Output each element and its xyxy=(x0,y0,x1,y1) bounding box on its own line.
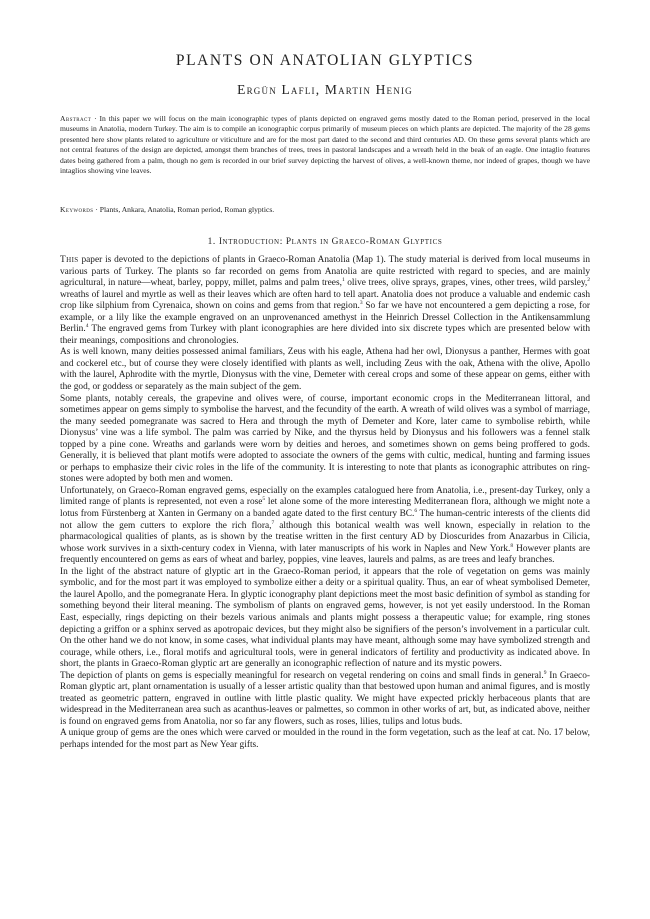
paragraph-6 xyxy=(60,671,590,729)
keywords-separator: · xyxy=(95,205,98,214)
paragraph-text: The engraved gems from Turkey with plant iconographies are here divided into six discrete types which are presented below with their meanings, compositions and chronologies. xyxy=(60,324,590,346)
paragraph-text: wreaths of laurel and myrtle as well as their leaves which are often hard to tell apart. Anatolia does not produce a valuable and endemic cash crop like silphium from Cyrenaica, shown on coins and gems from that region. xyxy=(60,289,590,312)
paragraph-text: paper is devoted to the depictions of plants in Graeco-Roman Anatolia (Map 1). The study material is derived from local museums in various parts of Turkey. The plants so far recorded on gems from Anatolia are quite restricted with regard to species, and are mainly agricultural, in nature—wheat, barley, poppy, millet, palms and palm trees, xyxy=(60,255,590,289)
keywords xyxy=(60,205,590,215)
footnote-ref[interactable]: 2 xyxy=(587,276,591,283)
paragraph-4 xyxy=(60,486,590,567)
paragraph-1 xyxy=(60,255,590,347)
paragraph-2: As is well known, many deities possessed animal familiars, Zeus with his eagle, Athena had her owl, Dionysus a panther, Hermes with goat and cockerel etc., but of course they were closely identified with plants as well, including Zeus with the oak, Athena with the olive, Apollo with the laurel, Aphrodite with the myrtle, Dionysus with the vine, Demeter with cereal crops and some of these appear on gems, either with the god, or goddess or separately as the main subject of the gem. xyxy=(60,347,590,393)
paragraph-text: The human-centric interests of the clients did not allow the gem cutters to explore the rich flora, xyxy=(60,509,590,531)
paragraph-text: So far we have not encountered a gem depicting a rose, for example, or a lily like the example engraved on an unprovenanced amethyst in the Heinrich Dressel Collection in the Antikensammlung Berlin. xyxy=(60,301,590,335)
paragraph-text: olive trees, olive sprays, grapes, vines, other trees, wild parsley, xyxy=(344,278,588,289)
paragraph-7: A unique group of gems are the ones which were carved or moulded in the round in the form vegetation, such as the leaf at cat. No. 17 below, perhaps intended for the most part as New Year gifts. xyxy=(60,728,590,750)
paragraph-text: let alone some of the more interesting Mediterranean flora, although we might note a lotus from Fürstenberg at Xanten in Germany on a banded agate dated to the first century BC. xyxy=(60,497,590,520)
paragraph-text: Unfortunately, on Graeco-Roman engraved gems, especially on the examples catalogued here from Anatolia, i.e., present-day Turkey, only a limited range of plants is represented, not even a rose xyxy=(60,485,590,508)
abstract-text: In this paper we will focus on the main iconographic types of plants depicted on engraved gems mostly dated to the Roman period, preserved in the local museums in Anatolia, modern Turkey. The aim is to compile an iconographic corpus primarily of museum pieces on which plants are depicted. The majority of the 28 gems presented here show plants related to agriculture or viticulture and are for the most part dated to the second and third centuries AD. On these gems several plants which are not central features of the design are depicted, amongst them branches of trees, trees in pastoral landscapes and a wreath held in the beak of an eagle. One intaglio features dates being gathered from a palm, though no gem is recorded in our brief survey depicting the harvest of olives, a well-known theme, nor indeed of grapes, though we have intaglios showing vine leaves. xyxy=(60,114,590,176)
paragraph-text: In Graeco-Roman glyptic art, plant ornamentation is usually of a lesser artistic quality than that bestowed upon human and animal figures, and is mostly treated as geometric pattern, engraved in outline with little plastic quality. We might have expected prickly herbaceous plants that are widespread in the Mediterranean area such as acanthus-leaves or palmettes, so common in other works of art, but, as indicated above, neither is found on engraved gems from Anatolia, nor so far any flowers, such as roses, lilies, tulips and lotus buds. xyxy=(60,670,590,727)
abstract xyxy=(60,114,590,176)
lead-word: This xyxy=(60,255,79,265)
paragraph-3: Some plants, notably cereals, the grapevine and olives were, of course, important economic crops in the Mediterranean littoral, and sometimes appear on gems simply to symbolise the harvest, and the fecundity of the earth. A wreath of wild olives was a symbol of marriage, the many seeded pomegranate was sacred to Hera and through the myth of Demeter and Kore, later came to symbolise rebirth, while Dionysus’ vine was a life symbol. The palm was carried by Nike, and the thyrsus held by Dionysus and his followers was a fennel stalk topped by a pine cone. Wreaths and garlands were worn by deities and heroes, and sometimes shown on gems being proffered to gods. Generally, it is believed that plant motifs were adopted to associate the owners of the gems with cultic, medical, hunting and farming issues or perhaps to emphasize their civic roles in the life of the community. It is interesting to note that plants as iconographic attributes on ring-stones were adopted by both men and women. xyxy=(60,393,590,485)
section-heading: 1. Introduction: Plants in Graeco-Roman Glyptics xyxy=(207,237,443,247)
paragraph-text: although this botanical wealth was well known, especially in relation to the pharmacological qualities of plants, as is shown by the treatise written in the first century AD by Dioscurides from Anazarbus in Cilicia, whose work survives in a sixth-century codex in Vienna, with later manuscripts of his work in Naples and New York. xyxy=(60,520,590,554)
footnote-ref[interactable]: 8 xyxy=(510,542,514,549)
footnote-ref[interactable]: 7 xyxy=(271,519,275,526)
abstract-separator: · xyxy=(94,114,97,123)
footnote-ref[interactable]: 4 xyxy=(85,323,89,330)
paragraph-text: The depiction of plants on gems is especially meaningful for research on vegetal rendering on coins and small finds in general. xyxy=(60,670,544,681)
keywords-text: Plants, Ankara, Anatolia, Roman period, Roman glyptics. xyxy=(99,205,275,214)
paragraph-text: However plants are frequently encountered on gems as ears of wheat and barley, poppies, vine leaves, laurels and palms, as are trees and leafy branches. xyxy=(60,543,591,566)
footnote-ref[interactable]: 9 xyxy=(543,669,547,676)
paragraph-5: In the light of the abstract nature of glyptic art in the Graeco-Roman period, it appears that the role of vegetation on gems was mainly symbolic, and for the most part it was employed to symbolize either a deity or a spiritual quality. Thus, an ear of wheat symbolised Demeter, the laurel Apollo, and the pomegranate Hera. In glyptic iconography plant depictions meet the most basic definition of symbol as standing for something beyond their literal meaning. The symbolism of plants on engraved gems, however, is not yet easily understood. In the Roman East, especially, rings depicting on their bezels various animals and plants might possess a therapeutic value; for example, ring stones depicting a griffon or a sphinx served as apotropaic devices, but they might also be signifiers of the person’s involvement in a particular cult. On the other hand we do not know, in some cases, what individual plants may have meant, although some may have symbolized strength and courage, while others, i.e., floral motifs and agricultural tools, were in general indicators of fertility and productivity as indicated above. In short, the plants in Graeco-Roman glyptic art are generally an iconographic reflection of nature and its mystic powers. xyxy=(60,566,590,670)
footnote-ref[interactable]: 6 xyxy=(414,507,418,514)
article-title: PLANTS ON ANATOLIAN GLYPTICS xyxy=(175,52,475,69)
keywords-label: Keywords xyxy=(60,205,94,214)
footnote-ref[interactable]: 3 xyxy=(359,300,363,307)
article-body xyxy=(60,255,590,752)
article-authors: Ergün Lafli, Martin Henig xyxy=(237,82,413,97)
footnote-ref[interactable]: 1 xyxy=(341,276,345,283)
footnote-ref[interactable]: 5 xyxy=(262,496,266,503)
abstract-label: Abstract xyxy=(60,114,92,123)
